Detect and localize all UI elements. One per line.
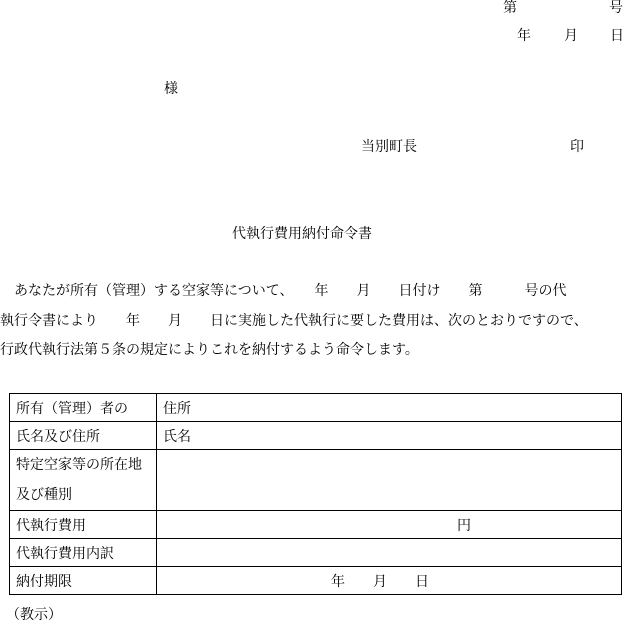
location-label-line-2: 及び種別 (16, 487, 72, 503)
document-number-suffix: 号 (609, 0, 623, 16)
issuer-name: 当別町長 (361, 139, 417, 155)
document-number-prefix: 第 (503, 0, 517, 16)
table-row (10, 539, 622, 567)
date-day: 日 (610, 28, 624, 44)
deadline-value: 年 月 日 (157, 567, 622, 595)
document-title: 代執行費用納付命令書 (232, 226, 372, 242)
table-row (10, 422, 622, 450)
name-label: 氏名 (157, 422, 622, 450)
body-line-2: 執行令書により 年 月 日に実施した代執行に要した費用は、次のとおりですので、 (0, 313, 588, 329)
body-line-3: 行政代執行法第５条の規定によりこれを納付するよう命令します。 (0, 342, 419, 358)
owner-label-line-1: 所有（管理）者の (10, 394, 157, 422)
body-line-1: あなたが所有（管理）する空家等について、 年 月 日付け 第 号の代 (0, 283, 567, 299)
location-label-line-1: 特定空家等の所在地 (16, 457, 142, 473)
breakdown-label: 代執行費用内訳 (10, 539, 157, 567)
addressee-honorific: 様 (164, 81, 178, 97)
location-value (157, 450, 622, 511)
deadline-label: 納付期限 (10, 567, 157, 595)
breakdown-value (157, 539, 622, 567)
payment-info-table (9, 393, 622, 595)
date-year: 年 (517, 28, 531, 44)
notice-heading: （教示） (6, 607, 62, 623)
cost-label: 代執行費用 (10, 511, 157, 539)
table-row (10, 511, 622, 539)
table-row (10, 450, 622, 511)
location-label (10, 450, 157, 511)
date-month: 月 (564, 28, 578, 44)
address-label: 住所 (157, 394, 622, 422)
table-row (10, 567, 622, 595)
table-row (10, 394, 622, 422)
owner-label-line-2: 氏名及び住所 (10, 422, 157, 450)
issuer-seal: 印 (570, 139, 584, 155)
cost-unit: 円 (157, 511, 622, 539)
